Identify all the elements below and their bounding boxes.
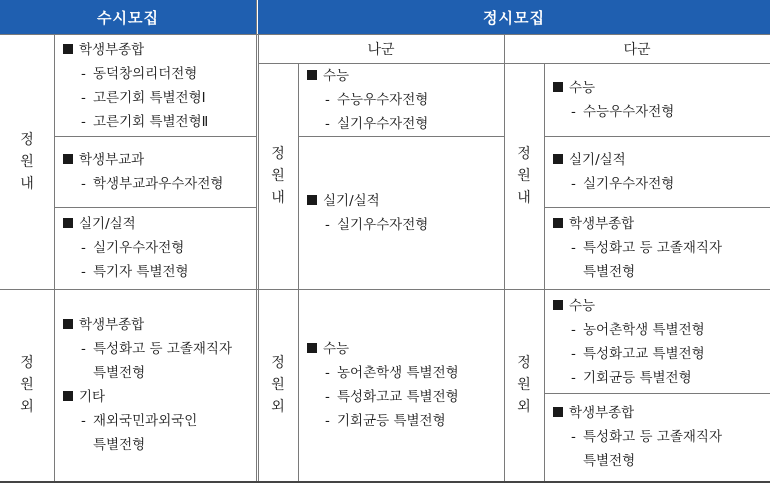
category-label	[307, 189, 503, 213]
divider	[258, 63, 770, 64]
item-text: 재외국민과외국인	[93, 413, 198, 429]
category-text: 실기/실적	[79, 216, 136, 232]
na-gun-header: 나군	[367, 41, 395, 58]
item-text: 기회균등 특별전형	[583, 369, 692, 386]
susi-header: 수시모집	[0, 0, 256, 34]
na-out-char-2: 원	[271, 377, 285, 393]
item-text: 특기자 특별전형	[93, 264, 189, 280]
category-text: 학생부교과	[79, 152, 145, 168]
category-label	[307, 337, 503, 361]
da-out-group-2	[545, 394, 770, 480]
category-text: 수능	[569, 80, 596, 96]
na-in-group-2	[299, 137, 503, 288]
divider	[0, 34, 770, 35]
list-item: - 실기우수자전형	[325, 116, 429, 132]
square-bullet-icon	[553, 300, 563, 310]
category-label	[63, 212, 257, 236]
item-text: 특별전형	[93, 437, 146, 453]
category-text: 실기/실적	[569, 152, 626, 168]
susi-row-label-in	[0, 34, 54, 289]
list-item: - 특성화고 등 고졸재직자	[571, 429, 722, 445]
item-text: 특성화고교 특별전형	[583, 345, 705, 362]
susi-in-group-2	[55, 137, 257, 207]
da-gun-header: 다군	[623, 41, 651, 58]
list-item-continued	[63, 361, 257, 385]
category-text: 학생부종합	[79, 41, 145, 58]
item-text: 농어촌학생 특별전형	[583, 321, 705, 338]
item-text: 동덕창의리더전형	[93, 65, 198, 82]
list-item: - 특성화고교 특별전형	[325, 389, 459, 405]
na-out-char-1: 정	[271, 355, 285, 371]
na-in-char-1: 정	[271, 146, 285, 162]
item-text: 특별전형	[93, 365, 146, 381]
list-item: - 기회균등 특별전형	[571, 369, 692, 386]
list-item: - 실기우수자전형	[81, 240, 185, 256]
category-text: 실기/실적	[323, 192, 380, 209]
divider	[54, 207, 256, 208]
susi-row-label-out	[0, 289, 54, 481]
square-bullet-icon	[553, 154, 563, 164]
category-label	[63, 385, 257, 409]
row-label-in-char-2: 원	[20, 153, 34, 170]
category-text: 수능	[569, 297, 596, 314]
divider	[544, 63, 545, 482]
list-item: - 재외국민과외국인	[81, 413, 198, 429]
divider	[544, 393, 770, 394]
category-label	[63, 38, 257, 62]
da-out-char-1: 정	[517, 355, 531, 371]
da-in-group-1	[545, 64, 770, 136]
row-label-out-char-1: 정	[20, 355, 34, 371]
item-text: 특성화고 등 고졸재직자	[583, 240, 722, 256]
square-bullet-icon	[553, 82, 563, 92]
da-in-char-1: 정	[517, 146, 531, 162]
list-item: - 실기우수자전형	[571, 176, 675, 192]
square-bullet-icon	[63, 391, 73, 401]
item-text: 실기우수자전형	[337, 216, 429, 233]
da-out-char-2: 원	[517, 377, 531, 393]
category-text: 학생부종합	[79, 317, 145, 333]
divider	[544, 207, 770, 208]
category-label	[63, 313, 257, 337]
na-in-group-1	[299, 64, 503, 136]
item-text: 수능우수자전형	[583, 104, 675, 120]
item-text: 특성화고 등 고졸재직자	[583, 429, 722, 445]
list-item: - 특기자 특별전형	[81, 264, 189, 280]
square-bullet-icon	[307, 70, 317, 80]
item-text: 특성화고 등 고졸재직자	[93, 341, 232, 357]
list-item: - 학생부교과우수자전형	[81, 176, 224, 192]
da-row-label-out	[504, 289, 544, 481]
category-text: 수능	[323, 68, 350, 84]
item-text: 실기우수자전형	[337, 116, 429, 132]
susi-in-group-3	[55, 208, 257, 288]
divider	[298, 136, 504, 137]
category-label	[63, 148, 257, 172]
list-item: - 특성화고 등 고졸재직자	[571, 240, 722, 256]
divider	[54, 136, 256, 137]
square-bullet-icon	[63, 319, 73, 329]
da-out-group-1	[545, 290, 770, 393]
na-in-char-3: 내	[271, 190, 285, 206]
square-bullet-icon	[63, 154, 73, 164]
na-out-char-3: 외	[271, 399, 285, 415]
item-text: 특별전형	[583, 264, 636, 280]
category-text: 학생부종합	[569, 405, 635, 421]
square-bullet-icon	[63, 44, 73, 54]
da-in-char-2: 원	[517, 168, 531, 184]
item-text: 특성화고교 특별전형	[337, 389, 459, 405]
category-label	[553, 294, 770, 318]
category-label	[553, 212, 770, 236]
list-item: - 특성화고 등 고졸재직자	[81, 341, 232, 357]
item-text: 고른기회 특별전형Ⅱ	[93, 113, 209, 130]
item-text: 고른기회 특별전형Ⅰ	[93, 89, 206, 106]
list-item: - 동덕창의리더전형	[81, 65, 198, 82]
item-text: 실기우수자전형	[93, 240, 185, 256]
divider	[258, 34, 259, 482]
row-label-out-char-3: 외	[20, 399, 34, 415]
list-item: - 실기우수자전형	[325, 216, 429, 233]
square-bullet-icon	[307, 343, 317, 353]
da-out-char-3: 외	[517, 399, 531, 415]
list-item: - 고른기회 특별전형Ⅱ	[81, 113, 209, 130]
divider	[298, 63, 299, 482]
divider	[0, 289, 770, 290]
row-label-out-char-2: 원	[20, 377, 34, 393]
item-text: 기회균등 특별전형	[337, 413, 446, 429]
list-item: - 수능우수자전형	[571, 104, 675, 120]
list-item-continued	[63, 433, 257, 457]
list-item: - 기회균등 특별전형	[325, 413, 446, 429]
category-text: 수능	[323, 341, 350, 357]
list-item: - 고른기회 특별전형Ⅰ	[81, 89, 206, 106]
da-in-group-3	[545, 208, 770, 288]
list-item: - 농어촌학생 특별전형	[325, 365, 459, 381]
divider	[544, 136, 770, 137]
square-bullet-icon	[553, 218, 563, 228]
category-label	[307, 64, 503, 88]
na-row-label-out	[258, 289, 298, 481]
category-text: 기타	[79, 389, 106, 405]
na-out-group	[299, 290, 503, 480]
category-label	[553, 401, 770, 425]
list-item: - 농어촌학생 특별전형	[571, 321, 705, 338]
square-bullet-icon	[63, 218, 73, 228]
list-item: - 수능우수자전형	[325, 92, 429, 108]
square-bullet-icon	[553, 407, 563, 417]
da-in-char-3: 내	[517, 190, 531, 206]
list-item-continued	[553, 449, 770, 473]
divider	[256, 0, 257, 482]
item-text: 특별전형	[583, 453, 636, 469]
row-label-in-char-3: 내	[20, 175, 34, 192]
susi-in-group-1	[55, 35, 257, 136]
row-label-in-char-1: 정	[20, 131, 34, 148]
item-text: 실기우수자전형	[583, 176, 675, 192]
category-text: 학생부종합	[569, 216, 635, 232]
da-row-label-in	[504, 63, 544, 289]
item-text: 수능우수자전형	[337, 92, 429, 108]
list-item-continued	[553, 260, 770, 284]
bottom-border	[0, 481, 770, 483]
category-label	[553, 76, 770, 100]
na-row-label-in	[258, 63, 298, 289]
square-bullet-icon	[307, 195, 317, 205]
jeongsi-header: 정시모집	[258, 0, 770, 34]
divider	[54, 34, 55, 482]
na-in-char-2: 원	[271, 168, 285, 184]
item-text: 농어촌학생 특별전형	[337, 365, 459, 381]
item-text: 학생부교과우수자전형	[93, 176, 224, 192]
category-label	[553, 148, 770, 172]
susi-out-group	[55, 290, 257, 480]
da-in-group-2	[545, 137, 770, 207]
divider	[504, 34, 505, 482]
list-item: - 특성화고교 특별전형	[571, 345, 705, 362]
